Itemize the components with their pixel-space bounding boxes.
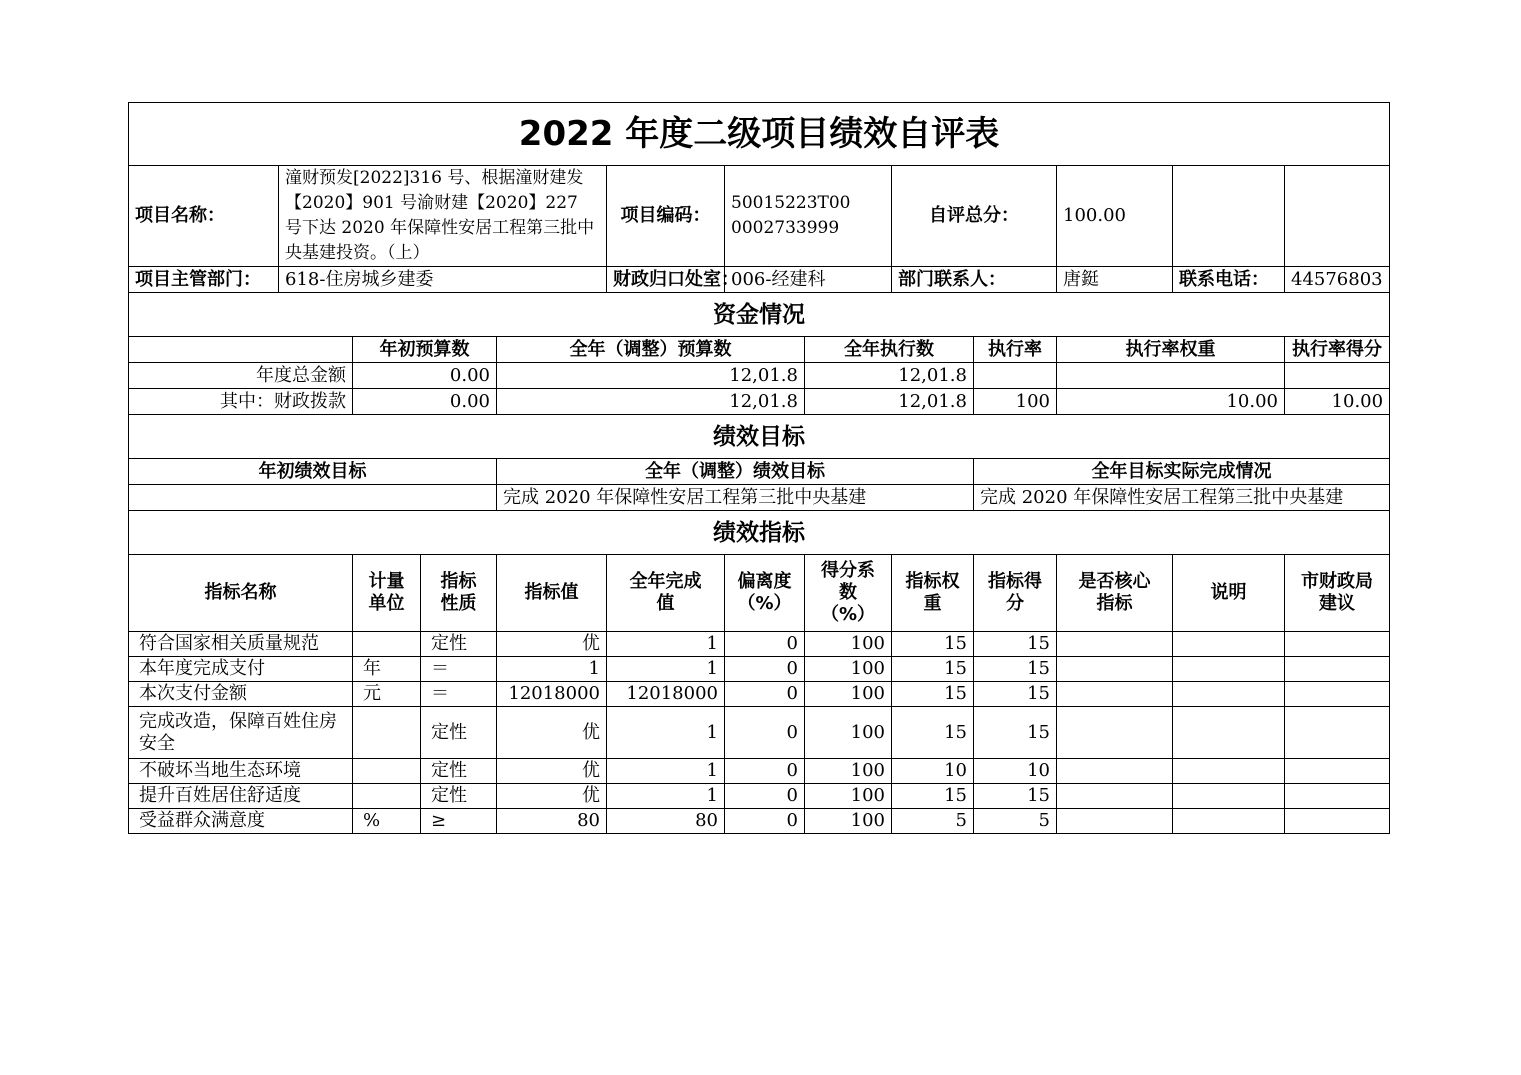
ind-value: 优	[497, 707, 607, 759]
ind-score: 10	[974, 759, 1057, 784]
ind-weight: 15	[892, 632, 974, 657]
funds-initial: 0.00	[353, 363, 497, 389]
ind-header-coef: 得分系数（%）	[805, 555, 892, 632]
project-name-value: 潼财预发[2022]316 号、根据潼财建发【2020】901 号渝财建【2020】227 号下达 2020 年保障性安居工程第三批中央基建投资。（上）	[279, 166, 607, 267]
ind-score: 15	[974, 657, 1057, 682]
ind-name: 受益群众满意度	[129, 809, 353, 834]
ind-note	[1173, 682, 1285, 707]
ind-deviation: 0	[725, 784, 805, 809]
table-row	[129, 707, 1390, 759]
goals-actual: 完成 2020 年保障性安居工程第三批中央基建	[974, 485, 1390, 511]
table-row	[129, 682, 1390, 707]
empty-cell	[129, 337, 353, 363]
ind-nature: 定性	[421, 784, 497, 809]
ind-coef: 100	[805, 759, 892, 784]
ind-value: 优	[497, 784, 607, 809]
funds-rate	[974, 363, 1057, 389]
ind-unit	[353, 632, 421, 657]
ind-header-deviation: 偏离度（%）	[725, 555, 805, 632]
ind-header-note: 说明	[1173, 555, 1285, 632]
ind-weight: 15	[892, 784, 974, 809]
project-code-line-1: 50015223T00	[731, 193, 851, 213]
ind-score: 15	[974, 784, 1057, 809]
ind-advice	[1285, 784, 1390, 809]
table-row	[129, 809, 1390, 834]
ind-value: 1	[497, 657, 607, 682]
ind-coef: 100	[805, 657, 892, 682]
ind-unit: 元	[353, 682, 421, 707]
ind-note	[1173, 784, 1285, 809]
ind-unit: 年	[353, 657, 421, 682]
ind-name: 提升百姓居住舒适度	[129, 784, 353, 809]
project-code-line-2: 0002733999	[731, 218, 840, 238]
section-goals: 绩效目标	[129, 415, 1390, 459]
ind-core	[1057, 784, 1173, 809]
ind-header-unit: 计量单位	[353, 555, 421, 632]
funds-score: 10.00	[1285, 389, 1390, 415]
funds-weight: 10.00	[1057, 389, 1285, 415]
funds-weight	[1057, 363, 1285, 389]
ind-header-advice: 市财政局建议	[1285, 555, 1390, 632]
funds-executed: 12,01.8	[805, 363, 974, 389]
performance-self-evaluation-table	[128, 102, 1390, 834]
ind-deviation: 0	[725, 759, 805, 784]
contact-label: 部门联系人：	[892, 267, 1057, 293]
funds-row-label: 年度总金额	[129, 363, 353, 389]
goals-header-actual: 全年目标实际完成情况	[974, 459, 1390, 485]
ind-weight: 10	[892, 759, 974, 784]
ind-core	[1057, 759, 1173, 784]
ind-score: 15	[974, 632, 1057, 657]
page-title: 2022 年度二级项目绩效自评表	[129, 103, 1390, 166]
ind-done: 1	[607, 707, 725, 759]
contact-value: 唐鋌	[1057, 267, 1173, 293]
funds-header-executed: 全年执行数	[805, 337, 974, 363]
ind-header-core: 是否核心指标	[1057, 555, 1173, 632]
ind-unit	[353, 759, 421, 784]
funds-adjusted: 12,01.8	[497, 389, 805, 415]
ind-nature: 定性	[421, 707, 497, 759]
ind-advice	[1285, 657, 1390, 682]
funds-header-weight: 执行率权重	[1057, 337, 1285, 363]
ind-done: 1	[607, 657, 725, 682]
ind-value: 12018000	[497, 682, 607, 707]
ind-nature: ≥	[421, 809, 497, 834]
ind-name: 完成改造，保障百姓住房安全	[129, 707, 353, 759]
ind-header-score: 指标得分	[974, 555, 1057, 632]
ind-coef: 100	[805, 784, 892, 809]
funds-row-label: 其中：财政拨款	[129, 389, 353, 415]
ind-nature: ＝	[421, 682, 497, 707]
ind-deviation: 0	[725, 657, 805, 682]
ind-name: 符合国家相关质量规范	[129, 632, 353, 657]
table-row	[129, 759, 1390, 784]
goals-header-adjusted: 全年（调整）绩效目标	[497, 459, 974, 485]
ind-done: 80	[607, 809, 725, 834]
project-code-value	[725, 166, 892, 267]
ind-value: 优	[497, 759, 607, 784]
ind-score: 15	[974, 682, 1057, 707]
ind-core	[1057, 657, 1173, 682]
ind-note	[1173, 657, 1285, 682]
ind-deviation: 0	[725, 809, 805, 834]
ind-coef: 100	[805, 632, 892, 657]
funds-initial: 0.00	[353, 389, 497, 415]
ind-done: 1	[607, 632, 725, 657]
ind-core	[1057, 632, 1173, 657]
department-label: 项目主管部门：	[129, 267, 279, 293]
ind-advice	[1285, 632, 1390, 657]
ind-unit	[353, 784, 421, 809]
ind-weight: 15	[892, 707, 974, 759]
ind-core	[1057, 809, 1173, 834]
table-row	[129, 784, 1390, 809]
total-score-label: 自评总分：	[892, 166, 1057, 267]
ind-done: 1	[607, 784, 725, 809]
finance-office-value: 006-经建科	[725, 267, 892, 293]
empty-cell	[1285, 166, 1390, 267]
ind-advice	[1285, 707, 1390, 759]
ind-coef: 100	[805, 809, 892, 834]
funds-executed: 12,01.8	[805, 389, 974, 415]
ind-note	[1173, 759, 1285, 784]
funds-header-initial: 年初预算数	[353, 337, 497, 363]
ind-nature: 定性	[421, 759, 497, 784]
phone-label: 联系电话：	[1173, 267, 1285, 293]
funds-header-score: 执行率得分	[1285, 337, 1390, 363]
section-indicators: 绩效指标	[129, 511, 1390, 555]
ind-nature: ＝	[421, 657, 497, 682]
goals-adjusted: 完成 2020 年保障性安居工程第三批中央基建	[497, 485, 974, 511]
ind-header-nature: 指标性质	[421, 555, 497, 632]
ind-unit: %	[353, 809, 421, 834]
phone-value: 44576803	[1285, 267, 1390, 293]
ind-header-done: 全年完成值	[607, 555, 725, 632]
table-row	[129, 632, 1390, 657]
funds-adjusted: 12,01.8	[497, 363, 805, 389]
ind-header-weight: 指标权重	[892, 555, 974, 632]
section-funds: 资金情况	[129, 293, 1390, 337]
empty-cell	[1173, 166, 1285, 267]
goals-initial	[129, 485, 497, 511]
ind-note	[1173, 632, 1285, 657]
finance-office-label: 财政归口处室：	[607, 267, 725, 293]
ind-note	[1173, 809, 1285, 834]
ind-name: 本年度完成支付	[129, 657, 353, 682]
ind-done: 12018000	[607, 682, 725, 707]
ind-core	[1057, 707, 1173, 759]
ind-header-value: 指标值	[497, 555, 607, 632]
ind-score: 15	[974, 707, 1057, 759]
ind-unit	[353, 707, 421, 759]
ind-header-name: 指标名称	[129, 555, 353, 632]
ind-weight: 5	[892, 809, 974, 834]
ind-coef: 100	[805, 682, 892, 707]
project-code-label: 项目编码：	[607, 166, 725, 267]
ind-value: 优	[497, 632, 607, 657]
project-name-label: 项目名称：	[129, 166, 279, 267]
table-row	[129, 657, 1390, 682]
funds-header-rate: 执行率	[974, 337, 1057, 363]
ind-deviation: 0	[725, 632, 805, 657]
ind-name: 本次支付金额	[129, 682, 353, 707]
ind-note	[1173, 707, 1285, 759]
funds-score	[1285, 363, 1390, 389]
ind-coef: 100	[805, 707, 892, 759]
total-score-value: 100.00	[1057, 166, 1173, 267]
funds-header-adjusted: 全年（调整）预算数	[497, 337, 805, 363]
department-value: 618-住房城乡建委	[279, 267, 607, 293]
ind-name: 不破坏当地生态环境	[129, 759, 353, 784]
ind-advice	[1285, 759, 1390, 784]
ind-done: 1	[607, 759, 725, 784]
ind-core	[1057, 682, 1173, 707]
ind-weight: 15	[892, 657, 974, 682]
ind-advice	[1285, 682, 1390, 707]
ind-deviation: 0	[725, 707, 805, 759]
ind-nature: 定性	[421, 632, 497, 657]
ind-advice	[1285, 809, 1390, 834]
ind-value: 80	[497, 809, 607, 834]
ind-score: 5	[974, 809, 1057, 834]
ind-deviation: 0	[725, 682, 805, 707]
funds-rate: 100	[974, 389, 1057, 415]
ind-weight: 15	[892, 682, 974, 707]
goals-header-initial: 年初绩效目标	[129, 459, 497, 485]
